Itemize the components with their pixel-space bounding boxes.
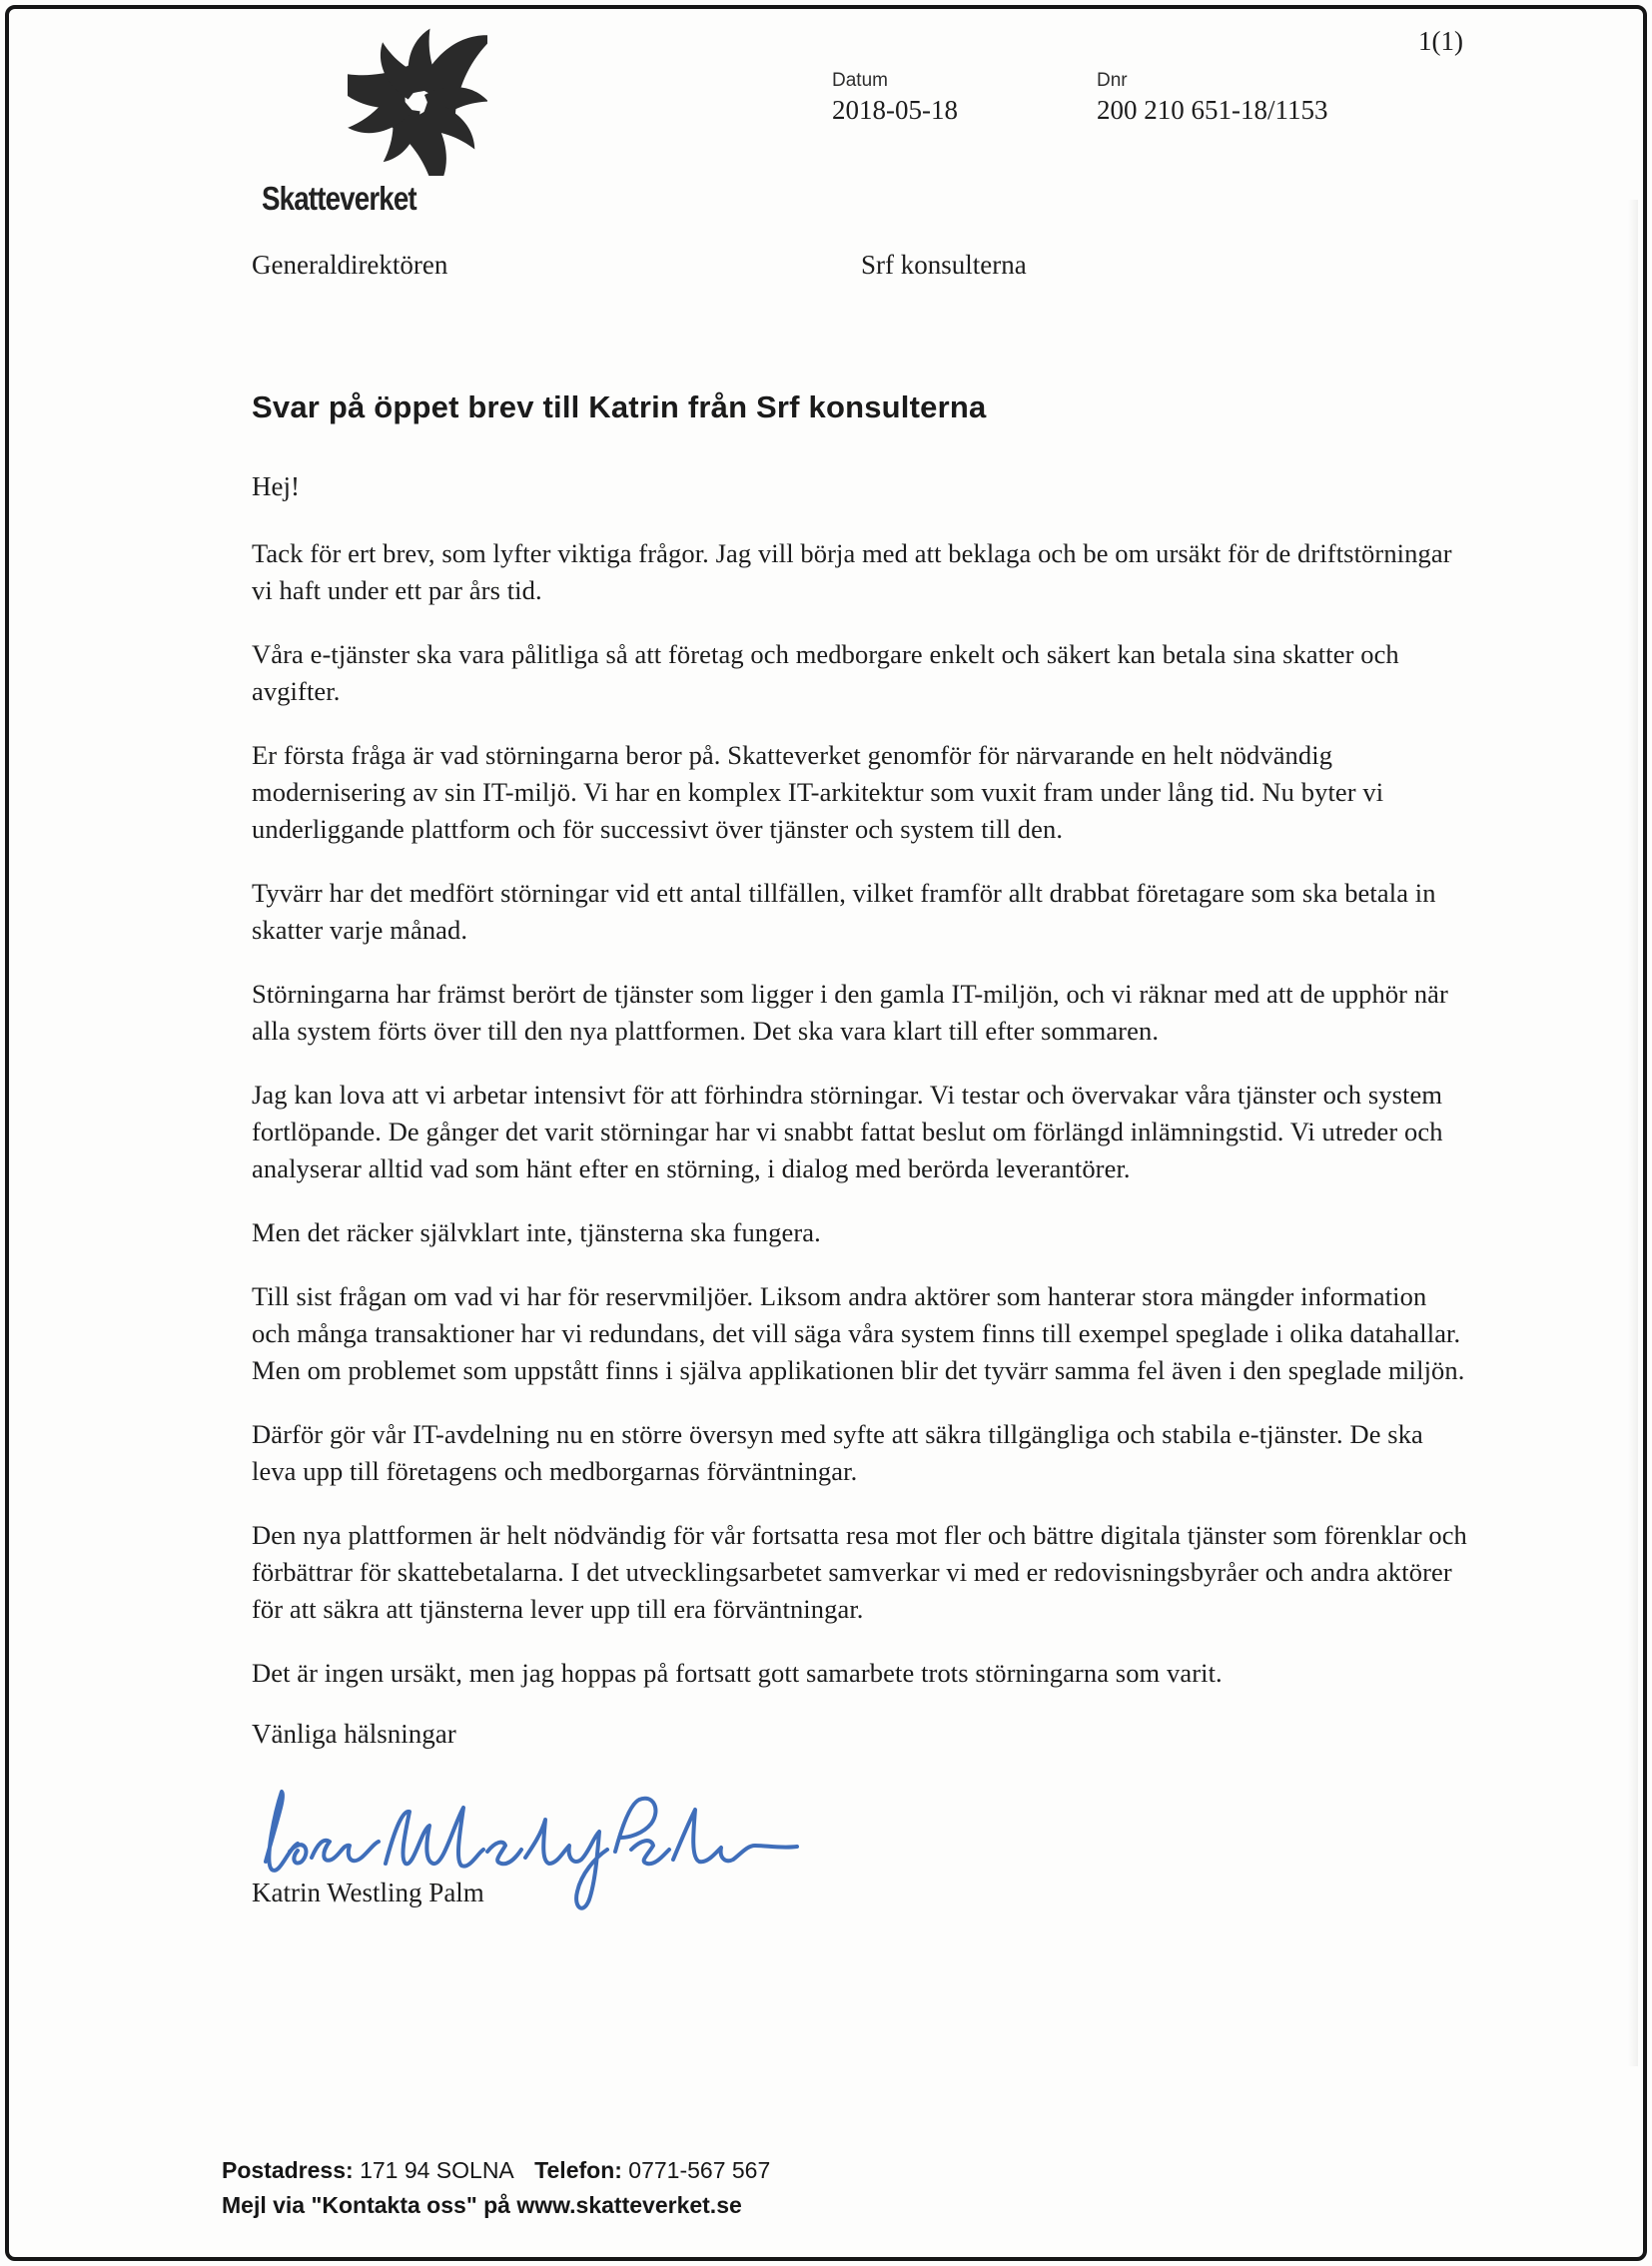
- page-number: 1(1): [1418, 26, 1463, 56]
- letter-paragraph: Störningarna har främst berört de tjänster som ligger i den gamla IT-miljön, och vi räknar med att de upphör när alla system förts över till den nya plattformen. Det ska vara klart till efter sommaren.: [252, 979, 1448, 1046]
- letter-paragraph: Er första fråga är vad störningarna beror på. Skatteverket genomför för närvarande en helt nödvändig modernisering av sin IT-miljö. Vi har en komplex IT-arkitektur som vuxit fram under lång tid. Nu byter vi underliggande plattform och för successivt över tjänster och system till den.: [252, 740, 1384, 844]
- datum-label: Datum: [832, 70, 888, 91]
- postadress-label: Postadress:: [222, 2157, 354, 2183]
- letter-paragraph: Jag kan lova att vi arbetar intensivt för att förhindra störningar. Vi testar och övervakar våra tjänster och system fortlöpande. De gånger det varit störningar har vi snabbt fattat beslut om förlängd inlämningstid. Vi utreder och analyserar alltid vad som hänt efter en störning, i dialog med berörda leverantörer.: [252, 1080, 1443, 1183]
- handwritten-signature: [252, 1766, 1468, 1884]
- dnr-label: Dnr: [1097, 70, 1128, 91]
- letter-paragraph: Men det räcker självklart inte, tjänsterna ska fungera.: [252, 1217, 821, 1247]
- letter-paragraph: Den nya plattformen är helt nödvändig för vår fortsatta resa mot fler och bättre digitala tjänster som förenklar och förbättrar för skattebetalarna. I det utvecklingsarbetet samverkar vi med er redovisningsbyråer och andra aktörer för att säkra att tjänsterna lever upp till era förväntningar.: [252, 1520, 1467, 1624]
- datum-value: 2018-05-18: [832, 95, 958, 125]
- signature-typed-name: Katrin Westling Palm: [252, 1878, 484, 1907]
- letter-paragraph: Därför gör vår IT-avdelning nu en större översyn med syfte att säkra tillgängliga och stabila e-tjänster. De ska leva upp till företagens och medborgarnas förväntningar.: [252, 1419, 1423, 1486]
- logo-wordmark: Skatteverket: [262, 180, 416, 217]
- dnr-value: 200 210 651-18/1153: [1097, 95, 1328, 125]
- skatteverket-logo: [262, 18, 521, 218]
- letter-body-paragraphs: [252, 535, 1468, 1692]
- postadress-value: 171 94 SOLNA: [360, 2157, 514, 2183]
- closing-salutation: Vänliga hälsningar: [252, 1719, 456, 1749]
- sender-line: Generaldirektören: [252, 250, 448, 280]
- letter-paragraph: Tack för ert brev, som lyfter viktiga frågor. Jag vill börja med att beklaga och be om ursäkt för de driftstörningar vi haft under ett par års tid.: [252, 538, 1452, 605]
- telefon-label: Telefon:: [534, 2157, 622, 2183]
- signature-ink-icon: [252, 1766, 811, 1915]
- greeting: Hej!: [252, 471, 300, 501]
- letter-paragraph: Det är ingen ursäkt, men jag hoppas på fortsatt gott samarbete trots störningarna som varit.: [252, 1658, 1223, 1688]
- recipient-line: Srf konsulterna: [861, 250, 1027, 280]
- dnr-field: [1097, 70, 1328, 126]
- footer-contact-block: [222, 2153, 770, 2223]
- footer-line-2: Mejl via "Kontakta oss" på www.skatteverket.se: [222, 2192, 742, 2218]
- telefon-value: 0771-567 567: [628, 2157, 771, 2183]
- letter-body: [252, 389, 1468, 1908]
- letter-title: Svar på öppet brev till Katrin från Srf konsulterna: [252, 389, 987, 424]
- letter-paragraph: Tyvärr har det medfört störningar vid ett antal tillfällen, vilket framför allt drabbat företagare som ska betala in skatter varje månad.: [252, 878, 1436, 945]
- scan-shadow-artifact: [1628, 200, 1638, 2066]
- letter-paragraph: Till sist frågan om vad vi har för reservmiljöer. Liksom andra aktörer som hanterar stora mängder information och många transaktioner har vi redundans, det vill säga våra system finns till exempel speglade i olika datahallar. Men om problemet som uppstått finns i själva applikationen blir det tyvärr samma fel även i den speglade miljön.: [252, 1281, 1465, 1385]
- footer-line-1: [222, 2153, 770, 2188]
- datum-field: [832, 70, 958, 126]
- letter-paragraph: Våra e-tjänster ska vara pålitliga så att företag och medborgare enkelt och säkert kan betala sina skatter och avgifter.: [252, 639, 1399, 706]
- skatteverket-swirl-icon: [348, 18, 487, 176]
